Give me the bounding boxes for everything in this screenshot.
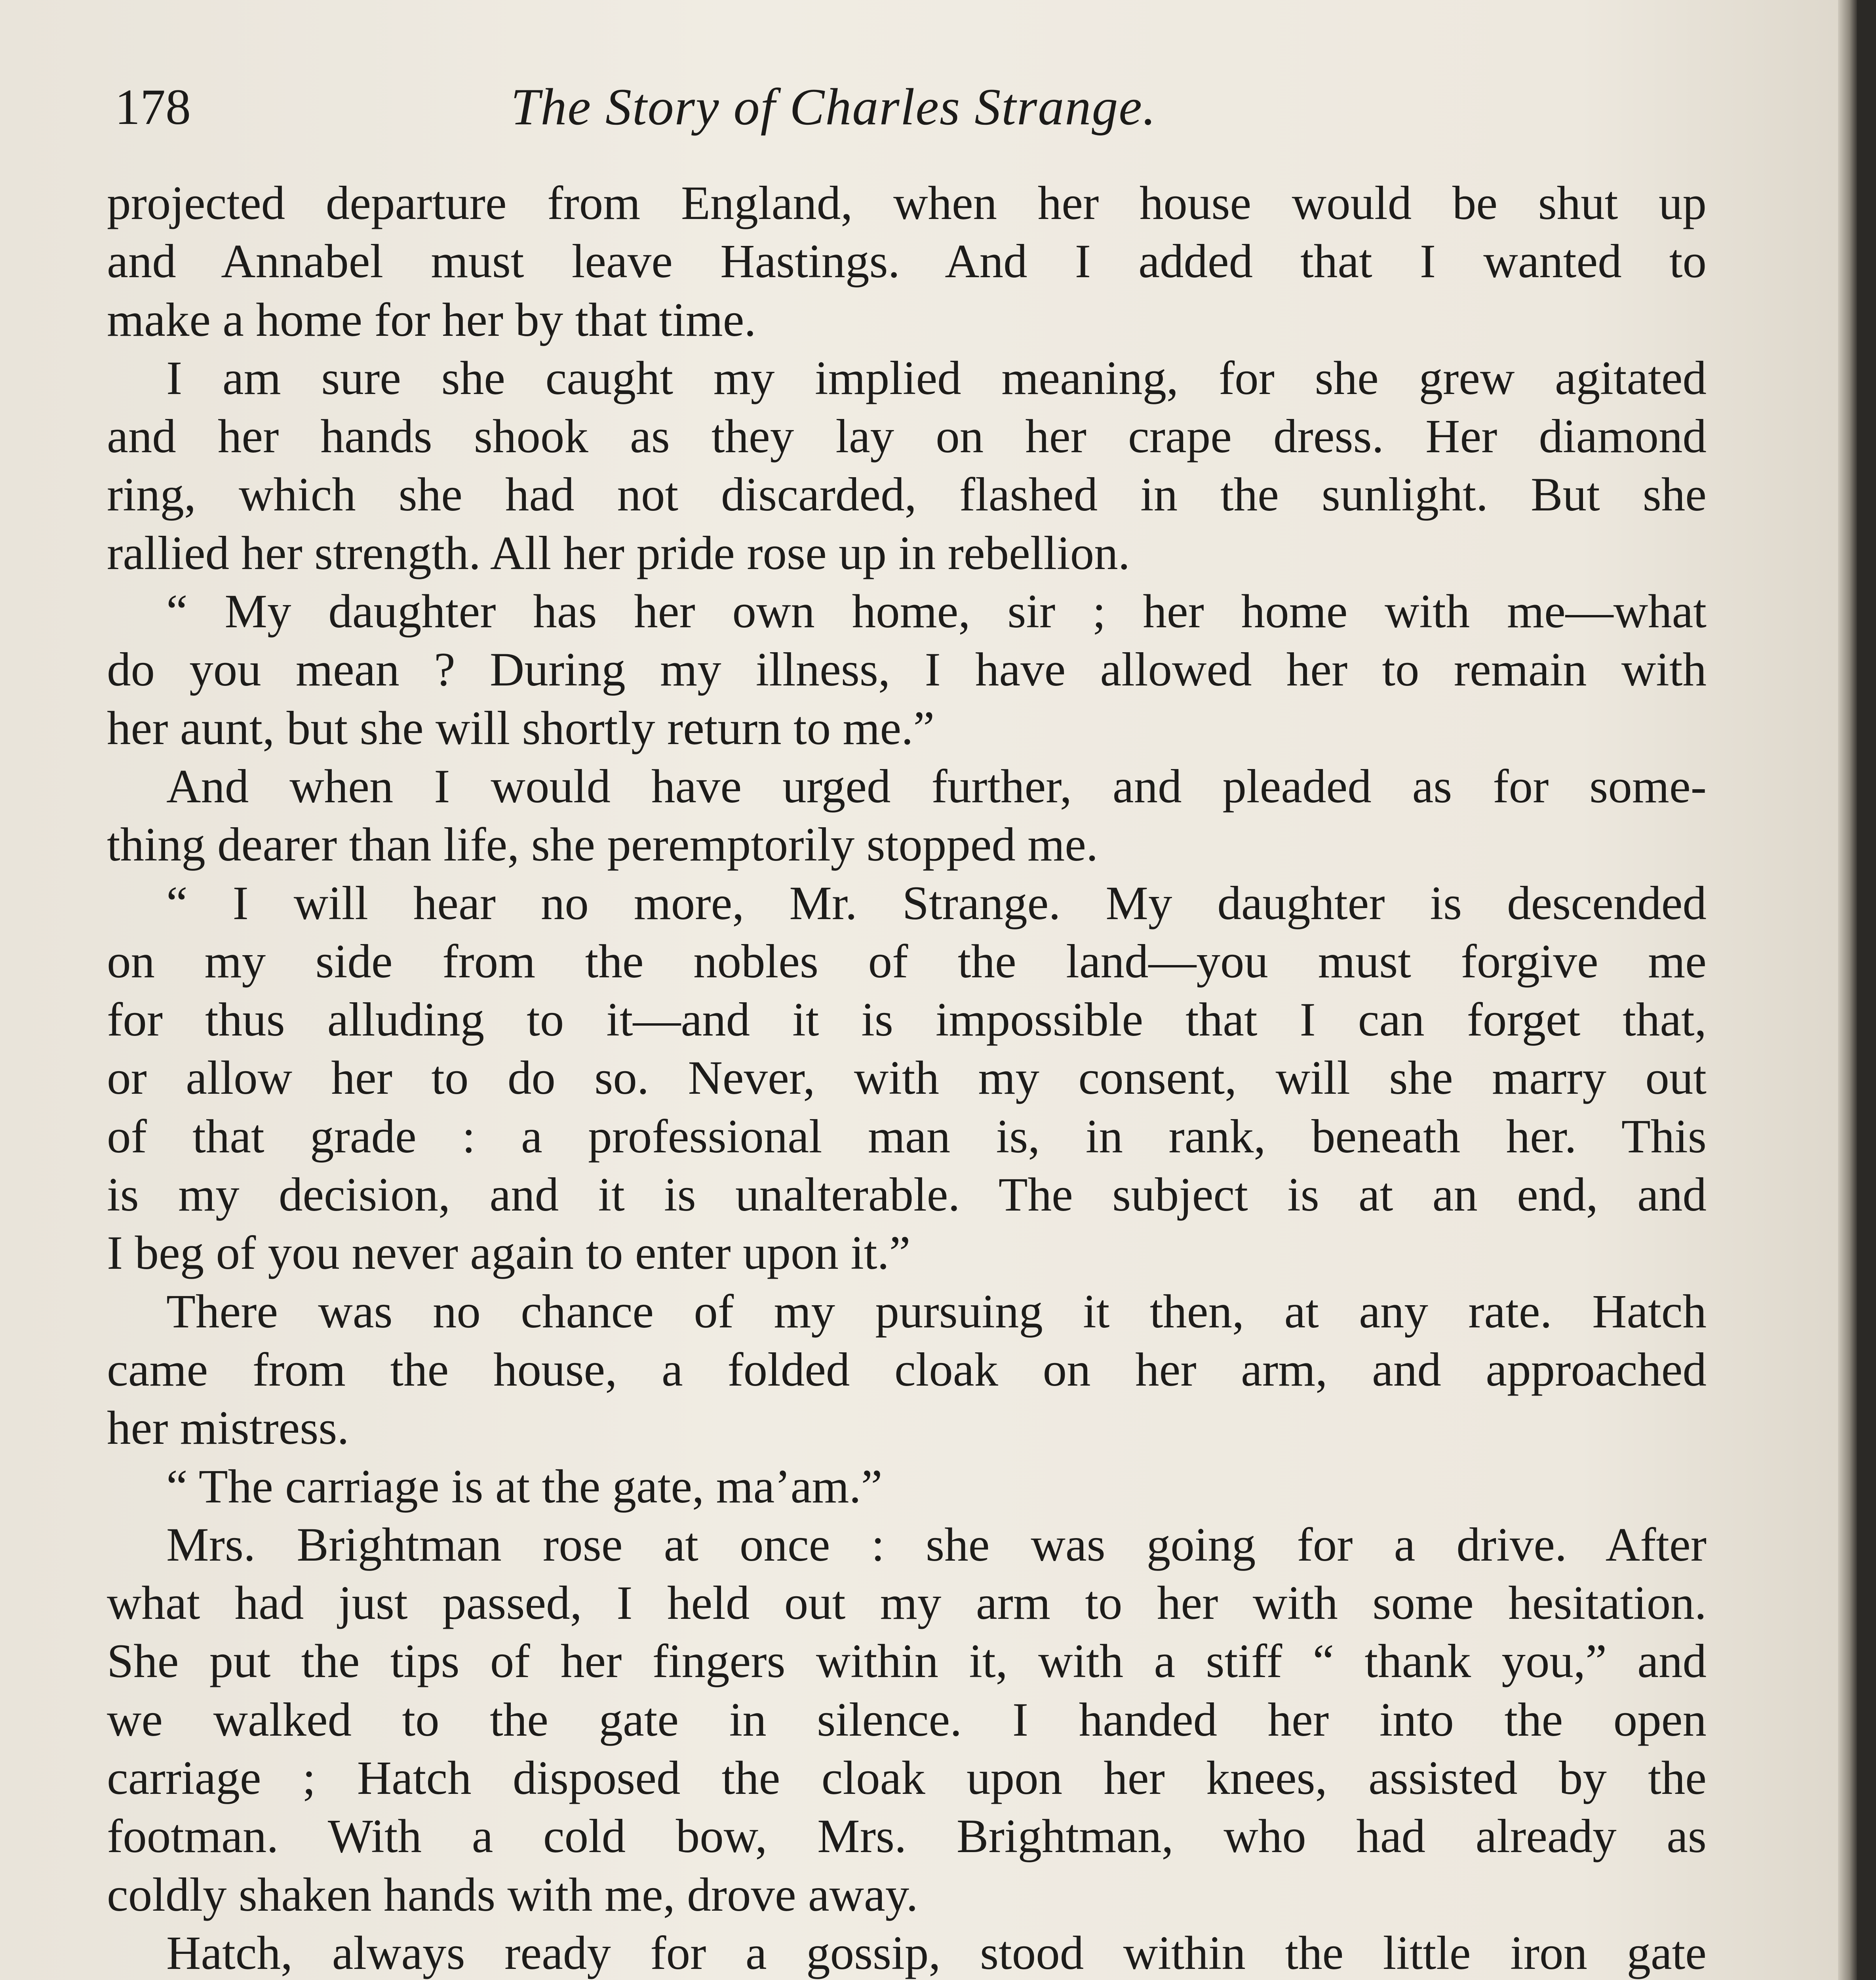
- text-line: “ I will hear no more, Mr. Strange. My daughter is descended: [166, 876, 1707, 930]
- body-text: [107, 174, 1707, 1980]
- text-line: came from the house, a folded cloak on her arm, and approached: [107, 1343, 1707, 1396]
- page-edge-shadow: [1838, 0, 1857, 1980]
- paragraph: [107, 349, 1707, 583]
- text-line: do you mean ? During my illness, I have allowed her to remain with: [107, 643, 1707, 697]
- paragraph: [107, 758, 1707, 874]
- text-line: rallied her strength. All her pride rose up in rebellion.: [107, 526, 1130, 580]
- text-line: And when I would have urged further, and pleaded as for some-: [166, 760, 1707, 813]
- running-head: The Story of Charles Strange.: [511, 78, 1157, 136]
- text-line: what had just passed, I held out my arm to her with some hesitation.: [107, 1576, 1707, 1630]
- text-line: footman. With a cold bow, Mrs. Brightman, who had already as: [107, 1810, 1707, 1863]
- text-line: I beg of you never again to enter upon it.”: [107, 1226, 911, 1280]
- text-line: coldly shaken hands with me, drove away.: [107, 1868, 918, 1921]
- paragraph: [107, 583, 1707, 758]
- text-line: projected departure from England, when her house would be shut up: [107, 177, 1707, 230]
- text-line: we walked to the gate in silence. I handed her into the open: [107, 1693, 1707, 1746]
- text-line: her aunt, but she will shortly return to me.”: [107, 701, 935, 755]
- text-line: thing dearer than life, she peremptorily stopped me.: [107, 818, 1098, 872]
- text-line: and her hands shook as they lay on her crape dress. Her diamond: [107, 410, 1707, 463]
- paragraph: [107, 1458, 1707, 1516]
- text-line: I am sure she caught my implied meaning, for she grew agitated: [166, 351, 1707, 405]
- text-line: ring, which she had not discarded, flashed in the sunlight. But she: [107, 468, 1707, 522]
- paragraph: [107, 174, 1707, 349]
- text-line: “ The carriage is at the gate, ma’am.”: [166, 1460, 883, 1513]
- page-header: [115, 73, 1699, 141]
- text-line: make a home for her by that time.: [107, 293, 756, 346]
- text-line: “ My daughter has her own home, sir ; her home with me—what: [166, 585, 1707, 638]
- text-line: and Annabel must leave Hastings. And I added that I wanted to: [107, 235, 1707, 288]
- paragraph: [107, 1924, 1707, 1980]
- text-line: She put the tips of her fingers within it, with a stiff “ thank you,” and: [107, 1635, 1707, 1688]
- text-line: Mrs. Brightman rose at once : she was going for a drive. After: [166, 1518, 1707, 1571]
- text-line: Hatch, always ready for a gossip, stood within the little iron gate: [166, 1926, 1707, 1980]
- text-line: for thus alluding to it—and it is impossible that I can forget that,: [107, 993, 1707, 1047]
- paragraph: [107, 1516, 1707, 1924]
- text-line: There was no chance of my pursuing it then, at any rate. Hatch: [166, 1285, 1707, 1338]
- text-line: her mistress.: [107, 1401, 349, 1455]
- paragraph: [107, 1283, 1707, 1458]
- paragraph: [107, 874, 1707, 1283]
- text-line: carriage ; Hatch disposed the cloak upon her knees, assisted by the: [107, 1752, 1707, 1805]
- text-line: of that grade : a professional man is, in rank, beneath her. This: [107, 1110, 1707, 1163]
- page-number: 178: [115, 79, 191, 135]
- text-line: or allow her to do so. Never, with my consent, will she marry out: [107, 1051, 1707, 1105]
- text-line: on my side from the nobles of the land—you must forgive me: [107, 935, 1707, 988]
- text-line: is my decision, and it is unalterable. The subject is at an end, and: [107, 1168, 1707, 1222]
